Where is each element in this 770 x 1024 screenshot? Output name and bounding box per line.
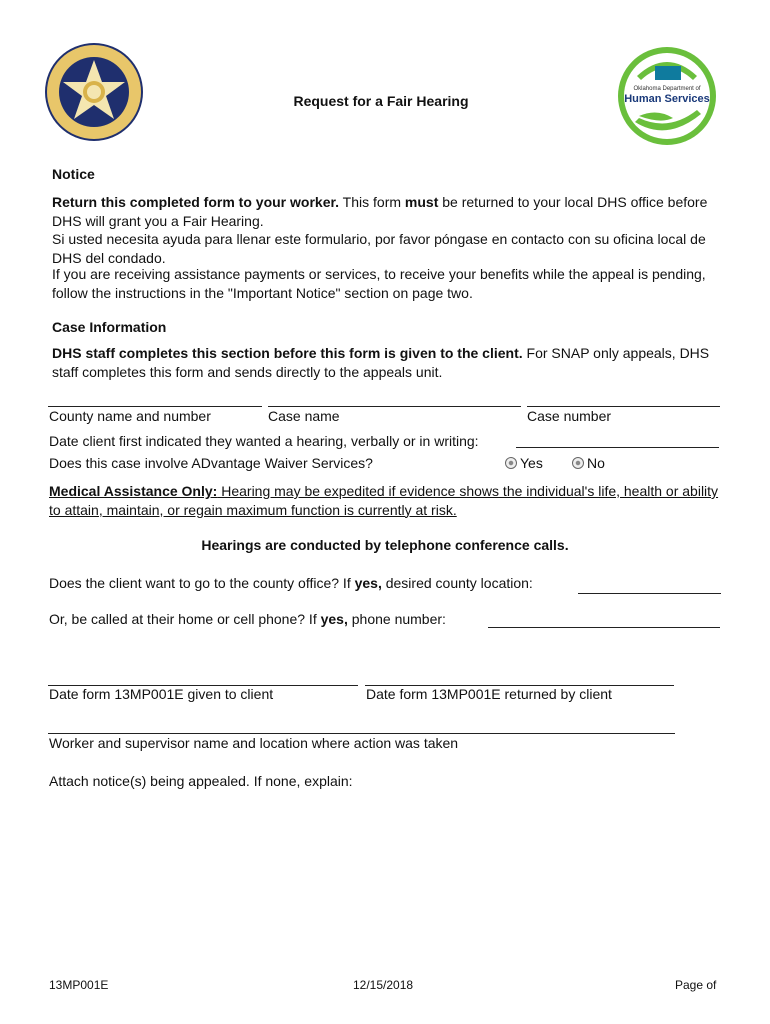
footer-form-number: 13MP001E (49, 978, 109, 992)
notice-paragraph (52, 193, 732, 230)
state-seal-logo (44, 42, 144, 142)
date-first-line[interactable] (516, 447, 719, 448)
phone-number-line[interactable] (488, 627, 720, 628)
case-number-label: Case number (527, 408, 612, 424)
date-returned-label: Date form 13MP001E returned by client (366, 686, 612, 702)
notice-text-b: be returned to your local DHS office before DHS will grant you a Fair Hearing. (52, 194, 708, 229)
yes-radio-icon (505, 457, 517, 469)
case-name-line[interactable] (268, 406, 521, 407)
case-info-text: For SNAP only appeals, DHS staff completes this form and sends directly to the appeals unit. (52, 345, 710, 380)
case-info-bold-lead: DHS staff completes this section before this form is given to the client. (52, 345, 523, 361)
footer-page: Page of (675, 978, 717, 992)
phone-yes: yes, (320, 611, 348, 627)
county-name-label: County name and number (49, 408, 211, 424)
advantage-label: Does this case involve ADvantage Waiver Services? (49, 455, 373, 471)
hearings-heading: Hearings are conducted by telephone conference calls. (201, 537, 569, 553)
dhs-logo-small-text: Oklahoma Department of (633, 86, 701, 92)
notice-spanish: Si usted necesita ayuda para llenar este formulario, por favor póngase en contacto con su oficina local de DHS del condado. (52, 231, 706, 266)
dhs-logo-text: Human Services (624, 93, 710, 105)
medical-paragraph (49, 482, 724, 519)
phone-text-a: Or, be called at their home or cell phone? If (49, 611, 321, 627)
medical-bold: Medical Assistance Only: (49, 483, 218, 499)
yes-radio[interactable] (505, 455, 543, 471)
case-info-paragraph (52, 344, 732, 381)
worker-label: Worker and supervisor name and location where action was taken (49, 735, 459, 751)
worker-line[interactable] (48, 733, 675, 734)
no-radio-icon (572, 457, 584, 469)
county-office-question (49, 575, 533, 591)
county-location-line[interactable] (578, 593, 721, 594)
case-name-label: Case name (268, 408, 340, 424)
county-office-text-b: desired county location: (381, 575, 533, 591)
notice-text-a: This form (339, 194, 405, 210)
page-title: Request for a Fair Hearing (293, 93, 469, 109)
county-office-yes: yes, (354, 575, 382, 591)
date-first-label: Date client first indicated they wanted a hearing, verbally or in writing: (49, 433, 479, 449)
footer-date: 12/15/2018 (353, 978, 414, 992)
case-info-heading: Case Information (52, 319, 167, 335)
notice-heading: Notice (52, 166, 95, 182)
date-given-label: Date form 13MP001E given to client (49, 686, 274, 702)
notice-must: must (404, 194, 439, 210)
notice-benefits: If you are receiving assistance payments or services, to receive your benefits while the appeal is pending, follow the instructions in the "Important Notice" section on page two. (52, 266, 706, 301)
county-name-line[interactable] (48, 406, 262, 407)
no-radio[interactable] (572, 455, 605, 471)
case-number-line[interactable] (527, 406, 720, 407)
attach-label: Attach notice(s) being appealed. If none, explain: (49, 773, 353, 789)
yes-radio-label: Yes (520, 455, 543, 471)
medical-text: Hearing may be expedited if evidence shows the individual's life, health or ability to attain, maintain, or regain maximum function is currently at risk. (49, 483, 719, 518)
dhs-logo (617, 46, 717, 146)
county-office-text-a: Does the client want to go to the county office? If (49, 575, 355, 591)
no-radio-label: No (587, 455, 605, 471)
phone-question (49, 611, 446, 627)
phone-text-b: phone number: (347, 611, 446, 627)
notice-bold-lead: Return this completed form to your worker. (52, 194, 340, 210)
